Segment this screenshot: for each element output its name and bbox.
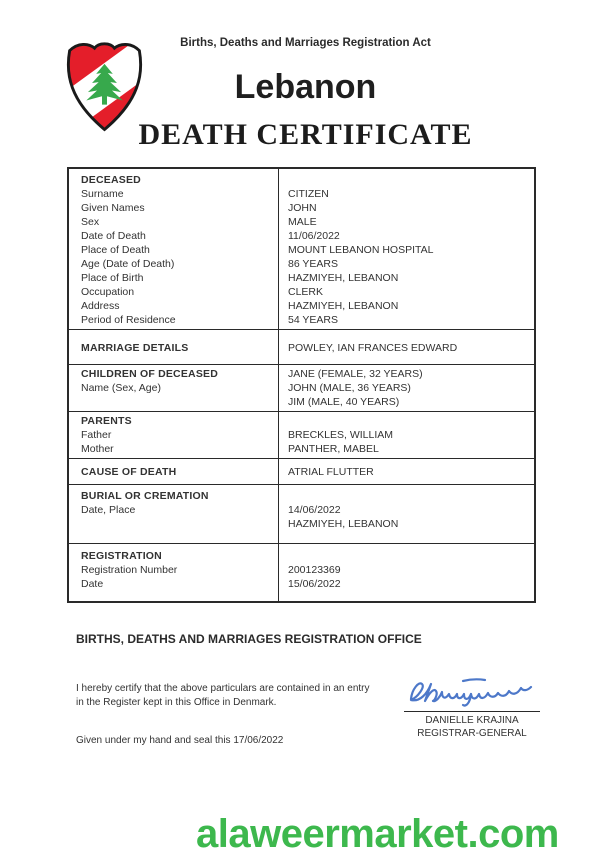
section-children-of-deceased	[69, 364, 534, 411]
watermark-text: alaweermarket.com	[196, 812, 559, 856]
field-value: 14/06/2022	[288, 504, 341, 516]
field-label: Place of Death	[81, 244, 150, 256]
field-value: MOUNT LEBANON HOSPITAL	[288, 244, 434, 256]
section-marriage-details	[69, 329, 534, 364]
field-value: ATRIAL FLUTTER	[288, 466, 374, 478]
field-label: Father	[81, 429, 112, 441]
registrar-title: REGISTRAR-GENERAL	[417, 728, 527, 739]
field-value: PANTHER, MABEL	[288, 443, 379, 455]
children-values	[278, 365, 534, 411]
field-value: HAZMIYEH, LEBANON	[288, 518, 399, 530]
field-value: 200123369	[288, 564, 341, 576]
field-label: Date of Death	[81, 230, 146, 242]
section-title: MARRIAGE DETAILS	[81, 342, 189, 354]
section-title: DECEASED	[81, 174, 141, 186]
children-labels	[69, 365, 278, 411]
field-value: POWLEY, IAN FRANCES EDWARD	[288, 342, 458, 354]
registration-values	[278, 544, 534, 601]
deceased-labels	[69, 169, 278, 329]
section-deceased	[69, 169, 534, 329]
field-value: JIM (MALE, 40 YEARS)	[288, 396, 400, 408]
signature-line	[404, 711, 540, 712]
certification-statement	[76, 682, 416, 710]
cause-values	[278, 459, 534, 484]
act-title: Births, Deaths and Marriages Registration Act	[180, 37, 431, 49]
country-title: Lebanon	[234, 68, 377, 106]
section-title: REGISTRATION	[81, 550, 162, 562]
marriage-labels	[69, 330, 278, 364]
field-label: Registration Number	[81, 564, 178, 576]
certification-line-1: I hereby certify that the above particulars are contained in an entry	[76, 683, 370, 694]
field-value: CLERK	[288, 286, 324, 298]
section-registration	[69, 543, 534, 601]
section-title: CAUSE OF DEATH	[81, 466, 177, 478]
parents-values	[278, 412, 534, 458]
given-under-hand-text: Given under my hand and seal this 17/06/2022	[76, 735, 284, 746]
section-cause-of-death	[69, 458, 534, 484]
marriage-values	[278, 330, 534, 364]
handwritten-signature-icon	[404, 674, 540, 710]
section-burial-or-cremation	[69, 484, 534, 543]
field-value: HAZMIYEH, LEBANON	[288, 272, 399, 284]
deceased-values	[278, 169, 534, 329]
certificate-title: DEATH CERTIFICATE	[138, 118, 473, 151]
field-value: BRECKLES, WILLIAM	[288, 429, 394, 441]
section-title: CHILDREN OF DECEASED	[81, 368, 219, 380]
field-value: MALE	[288, 216, 317, 228]
field-value: JANE (FEMALE, 32 YEARS)	[288, 368, 423, 380]
field-label: Occupation	[81, 286, 135, 298]
registrar-name: DANIELLE KRAJINA	[425, 715, 519, 726]
section-title: BURIAL OR CREMATION	[81, 490, 209, 502]
field-label: Mother	[81, 443, 114, 455]
section-parents	[69, 411, 534, 458]
burial-values	[278, 485, 534, 543]
field-value: JOHN	[288, 202, 317, 214]
field-label: Sex	[81, 216, 100, 228]
signature-block	[404, 674, 540, 740]
field-value: 11/06/2022	[288, 230, 340, 242]
section-title: PARENTS	[81, 415, 132, 427]
field-value: JOHN (MALE, 36 YEARS)	[288, 382, 411, 394]
field-value: 86 YEARS	[288, 258, 339, 270]
registration-office-title: BIRTHS, DEATHS AND MARRIAGES REGISTRATION OFFICE	[76, 632, 422, 646]
burial-labels	[69, 485, 278, 543]
field-label: Period of Residence	[81, 314, 176, 326]
field-label: Name (Sex, Age)	[81, 382, 161, 394]
field-label: Address	[81, 300, 120, 312]
field-label: Date	[81, 578, 104, 590]
certification-line-2: in the Register kept in this Office in Denmark.	[76, 697, 277, 708]
certificate-table	[67, 167, 536, 603]
registration-labels	[69, 544, 278, 601]
field-value: 15/06/2022	[288, 578, 341, 590]
field-value: HAZMIYEH, LEBANON	[288, 300, 399, 312]
field-value: CITIZEN	[288, 188, 329, 200]
parents-labels	[69, 412, 278, 458]
field-label: Date, Place	[81, 504, 136, 516]
field-label: Age (Date of Death)	[81, 258, 175, 270]
field-value: 54 YEARS	[288, 314, 339, 326]
field-label: Place of Birth	[81, 272, 144, 284]
cause-labels	[69, 459, 278, 484]
field-label: Given Names	[81, 202, 145, 214]
field-label: Surname	[81, 188, 124, 200]
